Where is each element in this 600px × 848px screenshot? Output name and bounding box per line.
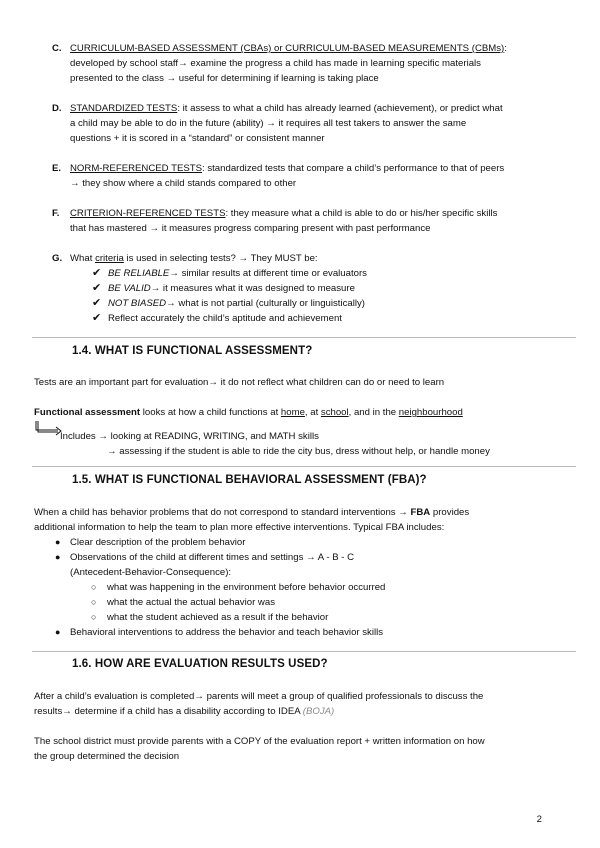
s16-paragraph-2-line-2: the group determined the decision [34, 751, 180, 762]
item-c-line-3: presented to the class → useful for determining if learning is taking place [70, 73, 379, 84]
item-f-letter: F. [52, 208, 60, 219]
circle-bullet-icon: ○ [91, 597, 97, 607]
check-icon: ✔ [92, 312, 102, 324]
circle-bullet-icon: ○ [91, 582, 97, 592]
section-heading-1-5: 1.5. WHAT IS FUNCTIONAL BEHAVIORAL ASSESSMENT (FBA)? [72, 474, 427, 486]
criteria-item: NOT BIASED→ what is not partial (culturally or linguistically) [108, 298, 365, 309]
circle-bullet-icon: ○ [91, 612, 97, 622]
item-d-line-3: questions + it is scored in a “standard” or consistent manner [70, 133, 325, 144]
s16-paragraph-1-line-2: results→ determine if a child has a disability according to IDEA (BOJA) [34, 706, 335, 717]
s15-bullet: Observations of the child at different times and settings → A - B - C [70, 552, 355, 563]
criteria-item: BE RELIABLE→ similar results at different time or evaluators [108, 268, 367, 279]
item-f-title: CRITERION-REFERENCED TESTS [70, 208, 226, 219]
item-d-line-1: STANDARDIZED TESTS: it assess to what a child has already learned (achievement), or predict what [70, 103, 503, 114]
section-divider [32, 651, 576, 652]
item-f-line-2: that has mastered → it measures progress comparing present with past performance [70, 223, 431, 234]
s14-paragraph-1: Tests are an important part for evaluation→ it do not reflect what children can do or need to learn [34, 377, 445, 388]
item-f-line-1: CRITERION-REFERENCED TESTS: they measure what a child is able to do or his/her specific skills [70, 208, 498, 219]
s15-paragraph-line-2: additional information to help the team to plan more effective interventions. Typical FBA includes: [34, 522, 445, 533]
section-heading-1-4: 1.4. WHAT IS FUNCTIONAL ASSESSMENT? [72, 345, 313, 357]
item-c-line-1: CURRICULUM-BASED ASSESSMENT (CBAs) or CURRICULUM-BASED MEASUREMENTS (CBMs): [70, 43, 507, 54]
item-e-letter: E. [52, 163, 62, 174]
check-icon: ✔ [92, 267, 102, 279]
item-c-line-2: developed by school staff→ examine the progress a child has made in learning specific materials [70, 58, 481, 69]
criteria-word: criteria [95, 253, 124, 264]
s16-paragraph-2-line-1: The school district must provide parents with a COPY of the evaluation report + written information on how [34, 736, 485, 747]
item-g-line-1: What criteria is used in selecting tests? → They MUST be: [70, 253, 318, 264]
s15-paragraph-line-1: When a child has behavior problems that do not correspond to standard interventions → FBA provides [34, 507, 470, 518]
s14-includes: Includes → looking at READING, WRITING, and MATH skills [60, 431, 319, 442]
section-divider [32, 337, 576, 338]
item-e-title: NORM-REFERENCED TESTS [70, 163, 203, 174]
criteria-item: Reflect accurately the child’s aptitude and achievement [108, 313, 342, 324]
item-d-letter: D. [52, 103, 62, 114]
check-icon: ✔ [92, 282, 102, 294]
s14-assessing: → assessing if the student is able to ride the city bus, dress without help, or handle money [107, 446, 490, 457]
s14-functional-assessment: Functional assessment looks at how a child functions at home, at school, and in the neighbourhood [34, 407, 463, 418]
s15-sub-bullet: what was happening in the environment before behavior occurred [107, 582, 386, 593]
s15-sub-bullet: what the actual the actual behavior was [107, 597, 275, 608]
s15-bullet: Behavioral interventions to address the behavior and teach behavior skills [70, 627, 384, 638]
item-d-title: STANDARDIZED TESTS [70, 103, 178, 114]
item-e-line-1: NORM-REFERENCED TESTS: standardized tests that compare a child’s performance to that of peers [70, 163, 505, 174]
item-d-line-2: a child may be able to do in the future (ability) → it requires all test takers to answer the same [70, 118, 467, 129]
s15-sub-bullet: what the student achieved as a result if the behavior [107, 612, 329, 623]
s15-bullet-continued: (Antecedent-Behavior-Consequence): [70, 567, 232, 578]
item-c-title: CURRICULUM-BASED ASSESSMENT (CBAs) or CURRICULUM-BASED MEASUREMENTS (CBMs) [70, 43, 505, 54]
section-heading-1-6: 1.6. HOW ARE EVALUATION RESULTS USED? [72, 658, 328, 670]
bullet-icon: ● [55, 537, 61, 547]
page-number: 2 [536, 814, 542, 825]
bullet-icon: ● [55, 627, 61, 637]
criteria-item: BE VALID→ it measures what it was designed to measure [108, 283, 355, 294]
bullet-icon: ● [55, 552, 61, 562]
item-e-line-2: → they show where a child stands compared to other [70, 178, 297, 189]
boja-note: (BOJA) [302, 706, 335, 717]
item-c-letter: C. [52, 43, 62, 54]
s16-paragraph-1-line-1: After a child’s evaluation is completed→ parents will meet a group of qualified professionals to discuss the [34, 691, 484, 702]
check-icon: ✔ [92, 297, 102, 309]
section-divider [32, 466, 576, 467]
item-g-letter: G. [52, 253, 63, 264]
s15-bullet: Clear description of the problem behavior [70, 537, 246, 548]
